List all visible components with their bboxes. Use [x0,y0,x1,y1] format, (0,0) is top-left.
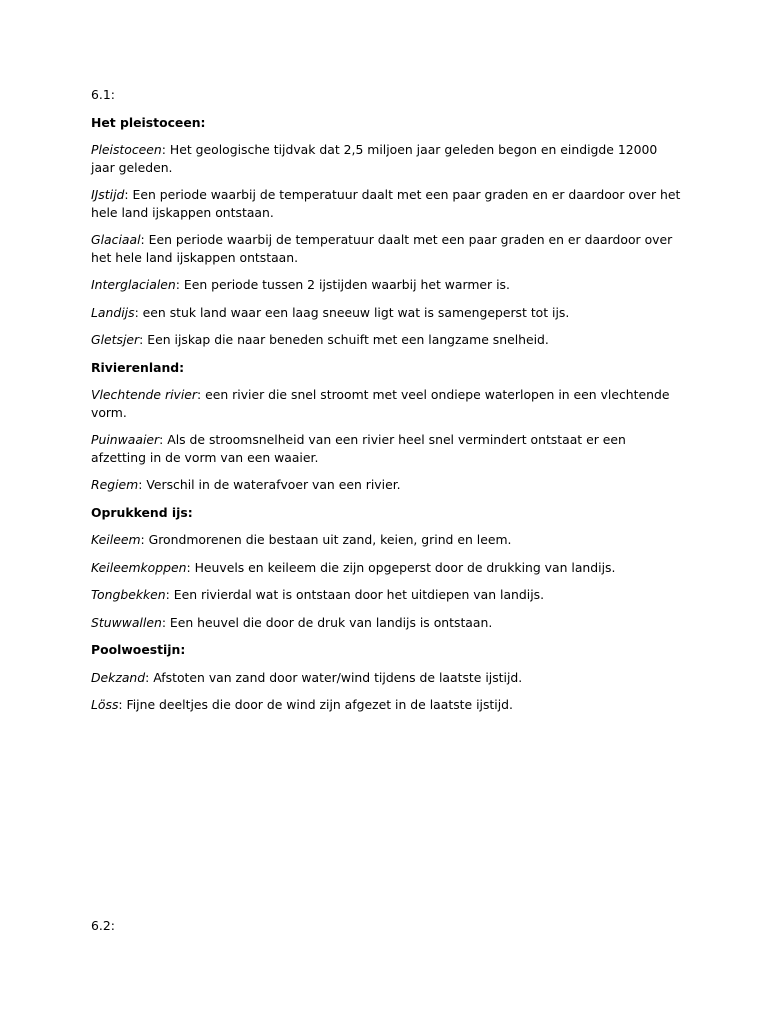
entry-tongbekken [91,586,681,604]
definition: : Een periode tussen 2 ijstijden waarbij het warmer is. [175,277,510,292]
term: Regiem [91,477,139,492]
term: Vlechtende rivier [91,387,197,402]
term: Stuwwallen [91,614,162,630]
term: Pleistoceen [91,142,162,157]
definition: : Een periode waarbij de temperatuur daalt met een paar graden en er daardoor over het hele land ijskappen ontstaan. [91,187,681,220]
entry-regiem [91,476,681,494]
definition: : Heuvels en keileem die zijn opgeperst door de drukking van landijs. [186,559,616,575]
entry-gletsjer [91,331,681,349]
definition: : Een rivierdal wat is ontstaan door het uitdiepen van landijs. [165,587,545,602]
entry-ijstijd [91,186,681,221]
heading-het-pleistoceen: Het pleistoceen: [91,114,206,130]
definition: : Verschil in de waterafvoer van een rivier. [138,477,401,492]
entry-pleistoceen [91,141,681,176]
definition: : Het geologische tijdvak dat 2,5 miljoen jaar geleden begon en eindigde 12000 jaar geleden. [91,142,658,175]
term: Landijs [91,304,135,320]
definition: : Een periode waarbij de temperatuur daalt met een paar graden en er daardoor over het hele land ijskappen ontstaan. [91,232,673,265]
entry-dekzand [91,669,681,687]
definition: : Grondmorenen die bestaan uit zand, keien, grind en leem. [140,532,512,547]
term: IJstijd [91,187,125,202]
entry-keileemkoppen [91,559,681,577]
definition: : Afstoten van zand door water/wind tijdens de laatste ijstijd. [145,669,523,685]
definition: : Een heuvel die door de druk van landijs is ontstaan. [161,614,493,630]
entry-glaciaal [91,231,681,266]
term: Interglacialen [91,277,176,292]
heading-oprukkend-ijs: Oprukkend ijs: [91,504,193,520]
term: Keileemkoppen [91,559,187,575]
heading-poolwoestijn: Poolwoestijn: [91,642,186,657]
heading-rivierenland: Rivierenland: [91,359,185,375]
definition: : Een ijskap die naar beneden schuift met een langzame snelheid. [139,332,549,347]
entry-keileem [91,531,681,549]
term: Löss [91,697,119,712]
definition: : een stuk land waar een laag sneeuw ligt wat is samengeperst tot ijs. [134,304,570,320]
definition: : een rivier die snel stroomt met veel ondiepe waterlopen in een vlechtende vorm. [91,387,670,420]
entry-loss [91,696,681,714]
term: Glaciaal [91,232,141,247]
definition: : Als de stroomsnelheid van een rivier heel snel vermindert ontstaat er een afzetting in de vorm van een waaier. [91,432,626,465]
section-label-6-1: 6.1: [91,87,115,102]
entry-landijs [91,304,681,322]
term: Dekzand [91,669,146,685]
document-page [91,86,681,724]
term: Puinwaaier [91,432,160,447]
term: Keileem [91,532,141,547]
term: Tongbekken [91,587,166,602]
entry-puinwaaier [91,431,681,466]
term: Gletsjer [91,332,140,347]
entry-vlechtende-rivier [91,386,681,421]
entry-stuwwallen [91,614,681,632]
entry-interglacialen [91,276,681,294]
definition: : Fijne deeltjes die door de wind zijn afgezet in de laatste ijstijd. [118,697,513,712]
section-label-6-2: 6.2: [91,918,115,933]
